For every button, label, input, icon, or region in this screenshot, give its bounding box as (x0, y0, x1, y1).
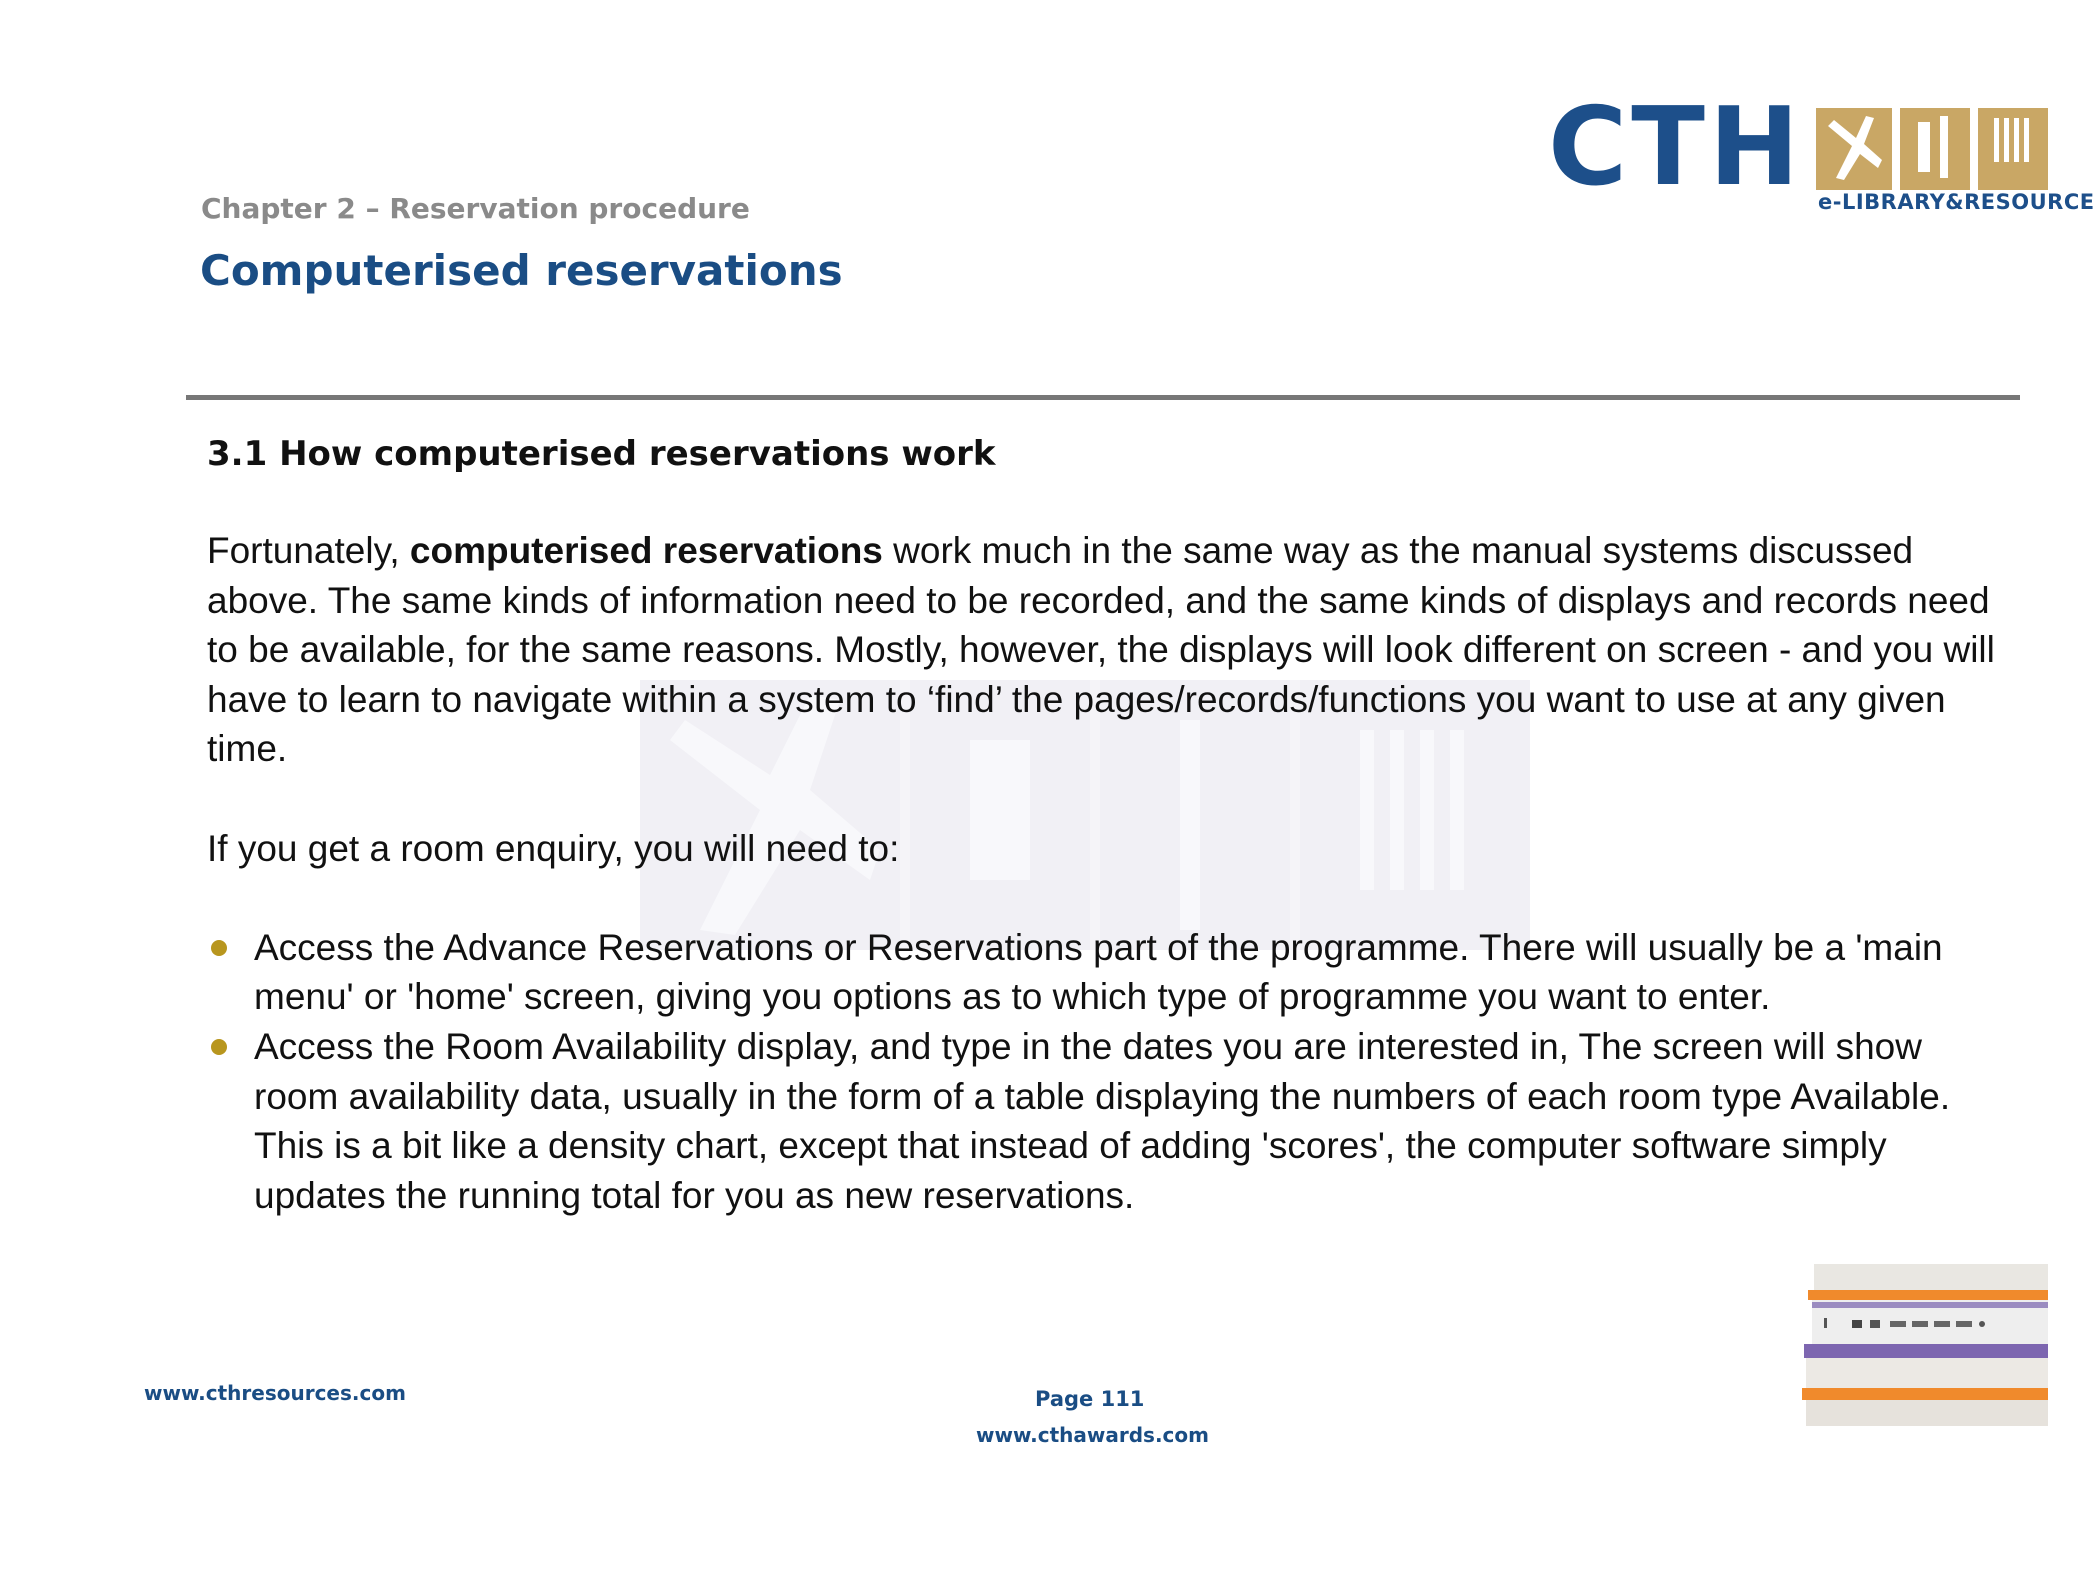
main-content (207, 432, 2007, 1220)
paragraph-intro (207, 526, 2007, 774)
footer-awards-link[interactable]: www.cthawards.com (976, 1423, 1209, 1447)
logo-subtitle: e-LIBRARY&RESOURCE (1818, 190, 2095, 214)
chapter-label: Chapter 2 – Reservation procedure (201, 192, 750, 225)
bullet-dot-icon (211, 940, 227, 956)
bullet-dot-icon (211, 1039, 227, 1055)
paragraph-enquiry: If you get a room enquiry, you will need to: (207, 827, 900, 869)
bullet-list (207, 923, 2007, 1221)
paragraph-intro-bold: computerised reservations (409, 530, 883, 571)
logo-text: CTH (1548, 85, 1804, 210)
list-item (207, 1022, 2007, 1220)
list-item-text: Access the Advance Reservations or Reservations part of the programme. There will usually be a 'main menu' or 'home' screen, giving you options as to which type of programme you want to enter. (254, 926, 1943, 1018)
paragraph-intro-rest: work much in the same way as the manual systems discussed above. The same kinds of information need to be recorded, and the same kinds of displays and records need to be available, for the same reasons. Mostly, however, the displays will look different on screen - and you will have to learn to navigate within a system to ‘find’ the pages/records/functions you want to use at any given time. (207, 530, 1995, 770)
page-number: Page 111 (1035, 1387, 1145, 1411)
page-title: Computerised reservations (200, 246, 843, 295)
cth-logo (1548, 85, 2095, 222)
paragraph-intro-lead: Fortunately, (207, 530, 410, 571)
section-heading: 3.1 How computerised reservations work (207, 434, 996, 474)
list-item-text: Access the Room Availability display, and type in the dates you are interested in, The screen will show room availability data, usually in the form of a table displaying the numbers of each room type Available. This is a bit like a density chart, except that instead of adding 'scores', the computer software simply updates the running total for you as new reservations. (254, 1025, 1951, 1216)
logo-tiles-icon (1816, 108, 2048, 190)
footer-resources-link[interactable]: www.cthresources.com (144, 1381, 406, 1405)
list-item (207, 923, 2007, 1022)
header-divider (186, 395, 2020, 400)
book-stack-icon (1800, 1262, 2048, 1432)
